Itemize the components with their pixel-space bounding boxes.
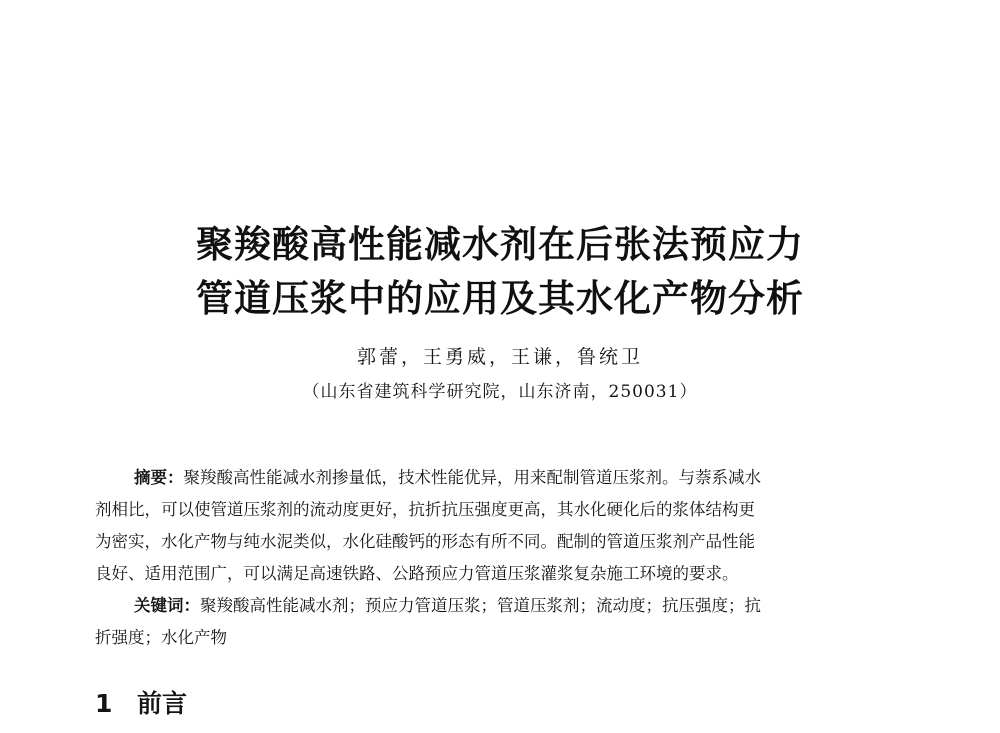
paper-title-line-2: 管道压浆中的应用及其水化产物分析 (196, 277, 804, 320)
section-number: 1 (95, 689, 113, 718)
abstract-line-4: 良好、适用范围广，可以满足高速铁路、公路预应力管道压浆灌浆复杂施工环境的要求。 (95, 564, 739, 583)
keywords-line-1 (134, 590, 761, 622)
keywords-label: 关键词： (134, 596, 200, 615)
affiliation: （山东省建筑科学研究院，山东济南，250031） (302, 382, 698, 402)
abstract-label: 摘要： (134, 468, 184, 487)
section-heading (95, 684, 187, 720)
author-list: 郭蕾，王勇威，王谦，鲁统卫 (356, 346, 643, 368)
abstract-line-1 (134, 462, 761, 494)
paper-title-line-1: 聚羧酸高性能减水剂在后张法预应力 (196, 223, 804, 266)
abstract-text-1: 聚羧酸高性能减水剂掺量低，技术性能优异，用来配制管道压浆剂。与萘系减水 (183, 468, 761, 487)
keywords-text-1: 聚羧酸高性能减水剂；预应力管道压浆；管道压浆剂；流动度；抗压强度；抗 (200, 596, 761, 615)
abstract-line-2: 剂相比，可以使管道压浆剂的流动度更好，抗折抗压强度更高，其水化硬化后的浆体结构更 (95, 500, 755, 519)
abstract-line-3: 为密实，水化产物与纯水泥类似，水化硅酸钙的形态有所不同。配制的管道压浆剂产品性能 (95, 532, 755, 551)
section-title: 前言 (137, 689, 188, 718)
keywords-line-2: 折强度；水化产物 (95, 628, 227, 647)
